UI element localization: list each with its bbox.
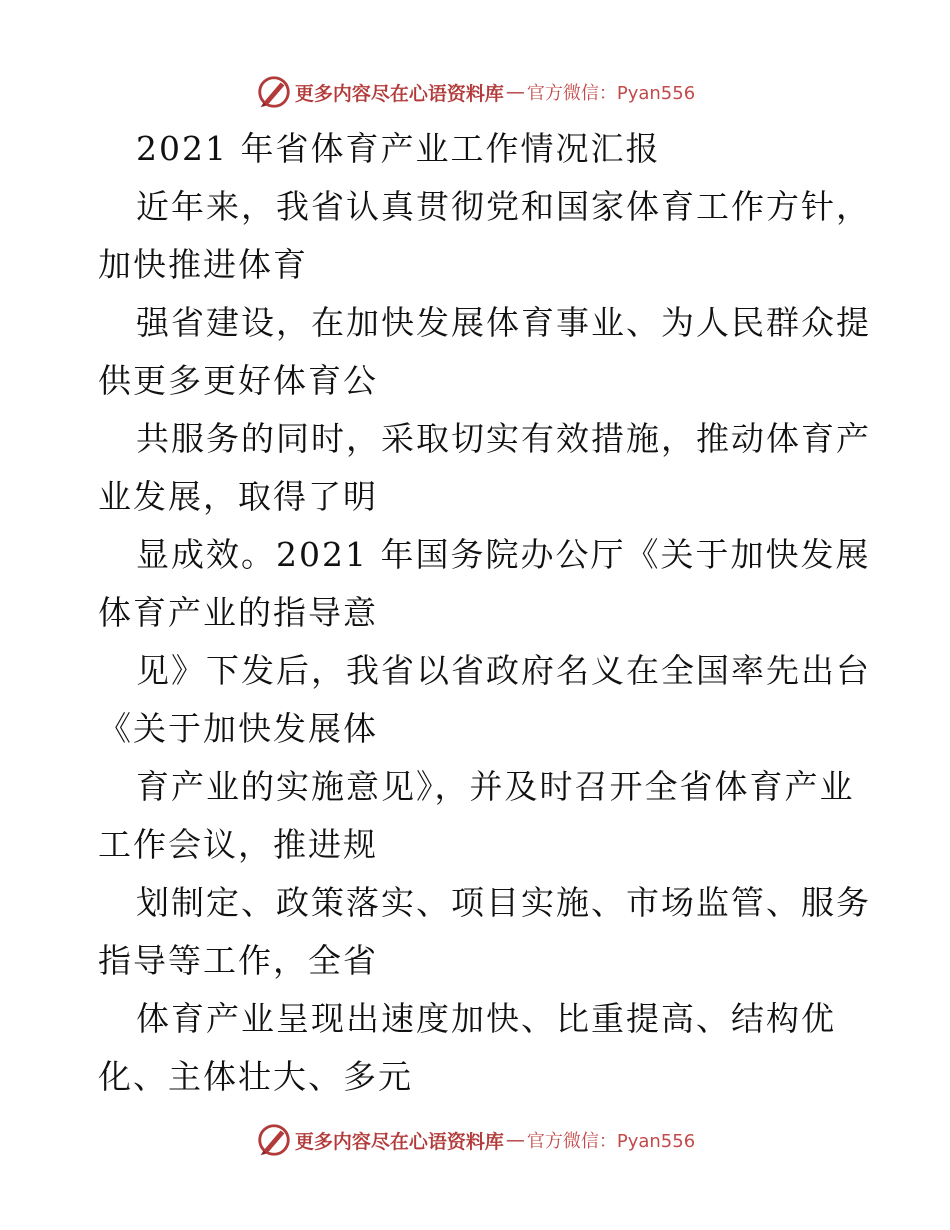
document-body <box>98 120 878 1106</box>
header-banner <box>0 72 950 112</box>
footer-banner <box>0 1120 950 1160</box>
paragraph-line: 体育产业的指导意 <box>98 593 378 632</box>
paragraph-line: 化、主体壮大、多元 <box>98 1057 413 1096</box>
paragraph-line: 体育产业呈现出速度加快、比重提高、结构优 <box>136 999 836 1038</box>
paragraph-line: 划制定、政策落实、项目实施、市场监管、服务 <box>136 883 871 922</box>
document-title: 2021 年省体育产业工作情况汇报 <box>136 129 661 168</box>
paragraph-line: 强省建设，在加快发展体育事业、为人民群众提 <box>136 303 871 342</box>
banner-dash: — <box>505 81 525 103</box>
paragraph-line: 近年来，我省认真贯彻党和国家体育工作方针， <box>136 187 871 226</box>
paragraph-line: 工作会议，推进规 <box>98 825 378 864</box>
pen-logo-icon <box>255 73 293 111</box>
paragraph-line: 业发展，取得了明 <box>98 477 378 516</box>
banner-brand-text: 更多内容尽在心语资料库 <box>294 1130 504 1153</box>
pen-logo-icon <box>255 1121 293 1159</box>
paragraph-line: 《关于加快发展体 <box>98 709 378 748</box>
paragraph-line: 共服务的同时，采取切实有效措施，推动体育产 <box>136 419 871 458</box>
paragraph-line: 加快推进体育 <box>98 245 308 284</box>
banner-brand-text: 更多内容尽在心语资料库 <box>294 82 504 105</box>
paragraph-line: 显成效。2021 年国务院办公厅《关于加快发展 <box>136 535 871 574</box>
paragraph-line: 供更多更好体育公 <box>98 361 378 400</box>
banner-wechat-text: 官方微信：Pyan556 <box>526 83 696 104</box>
paragraph-line: 见》下发后，我省以省政府名义在全国率先出台 <box>136 651 871 690</box>
banner-dash: — <box>505 1129 525 1151</box>
paragraph-line: 育产业的实施意见》，并及时召开全省体育产业 <box>136 767 855 806</box>
paragraph-line: 指导等工作，全省 <box>98 941 378 980</box>
banner-wechat-text: 官方微信：Pyan556 <box>526 1131 696 1152</box>
